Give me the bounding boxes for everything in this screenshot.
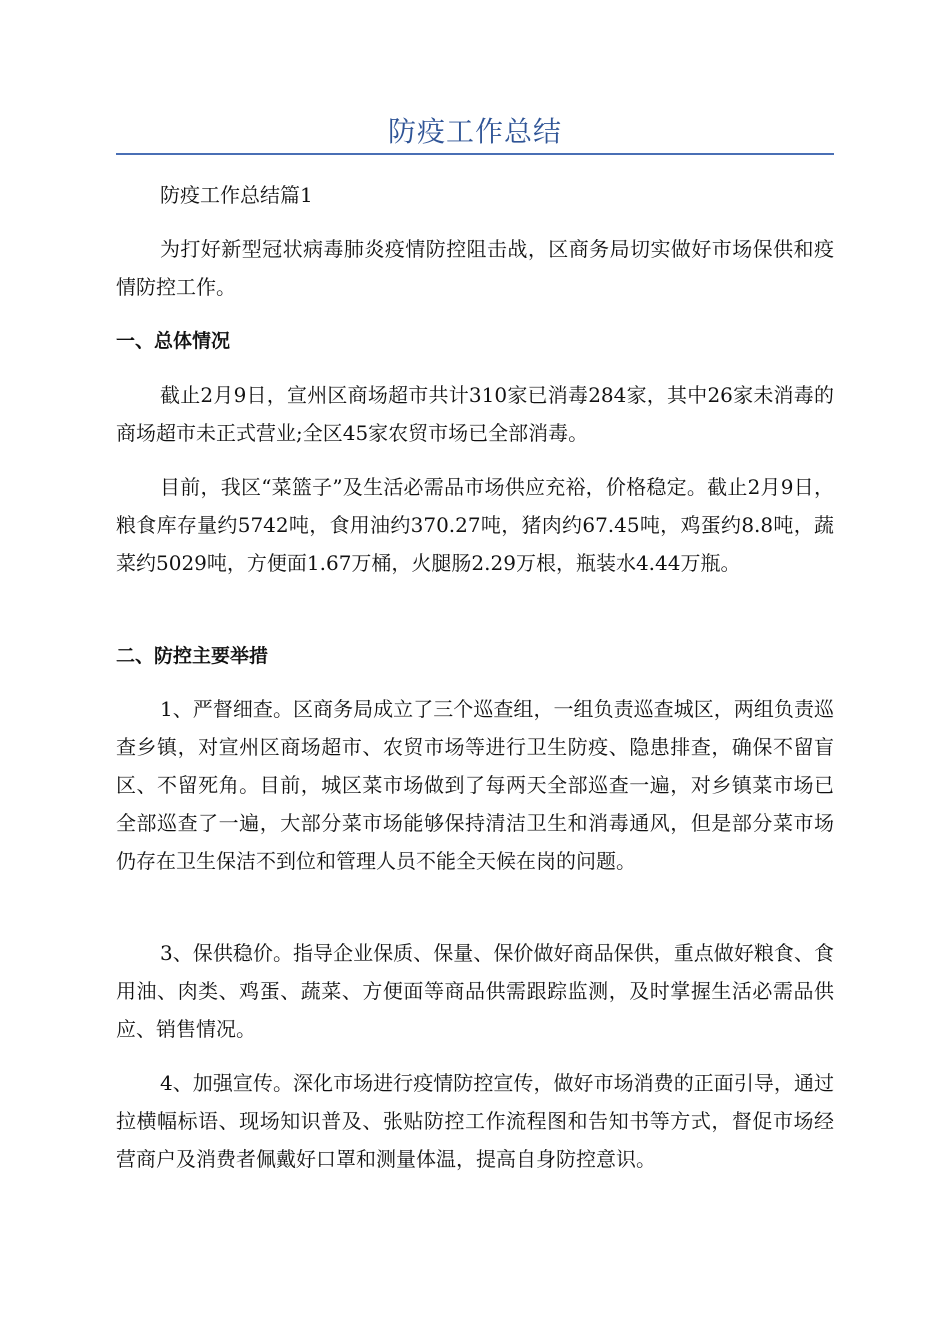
intro-paragraph: 为打好新型冠状病毒肺炎疫情防控阻击战，区商务局切实做好市场保供和疫情防控工作。 <box>116 237 834 299</box>
measures-paragraph-1: 1、严督细查。区商务局成立了三个巡查组，一组负责巡查城区，两组负责巡查乡镇，对宣州区商场超市、农贸市场等进行卫生防疫、隐患排查，确保不留盲区、不留死角。目前，城区菜市场做到了每两天全部巡查一遍，对乡镇菜市场已全部巡查了一遍，大部分菜市场能够保持清洁卫生和消毒通风，但是部分菜市场仍存在卫生保洁不到位和管理人员不能全天候在岗的问题。 <box>116 697 834 873</box>
document-subtitle: 防疫工作总结篇1 <box>160 183 313 207</box>
section-heading-measures: 二、防控主要举措 <box>116 645 269 667</box>
overview-paragraph-2: 目前，我区“菜篮子”及生活必需品市场供应充裕，价格稳定。截止2月9日，粮食库存量约5742吨，食用油约370.27吨，猪肉约67.45吨，鸡蛋约8.8吨，蔬菜约5029吨，方便面1.67万桶，火腿肠2.29万根，瓶装水4.44万瓶。 <box>116 475 834 575</box>
section-heading-overview: 一、总体情况 <box>116 330 231 352</box>
title-underline <box>116 153 834 155</box>
document-title: 防疫工作总结 <box>387 115 562 148</box>
measures-paragraph-2: 3、保供稳价。指导企业保质、保量、保价做好商品保供，重点做好粮食、食用油、肉类、鸡蛋、蔬菜、方便面等商品供需跟踪监测，及时掌握生活必需品供应、销售情况。 <box>116 941 834 1041</box>
measures-paragraph-3: 4、加强宣传。深化市场进行疫情防控宣传，做好市场消费的正面引导，通过拉横幅标语、现场知识普及、张贴防控工作流程图和告知书等方式，督促市场经营商户及消费者佩戴好口罩和测量体温，提高自身防控意识。 <box>116 1071 834 1171</box>
overview-paragraph-1: 截止2月9日，宣州区商场超市共计310家已消毒284家，其中26家未消毒的商场超市未正式营业;全区45家农贸市场已全部消毒。 <box>116 383 834 445</box>
